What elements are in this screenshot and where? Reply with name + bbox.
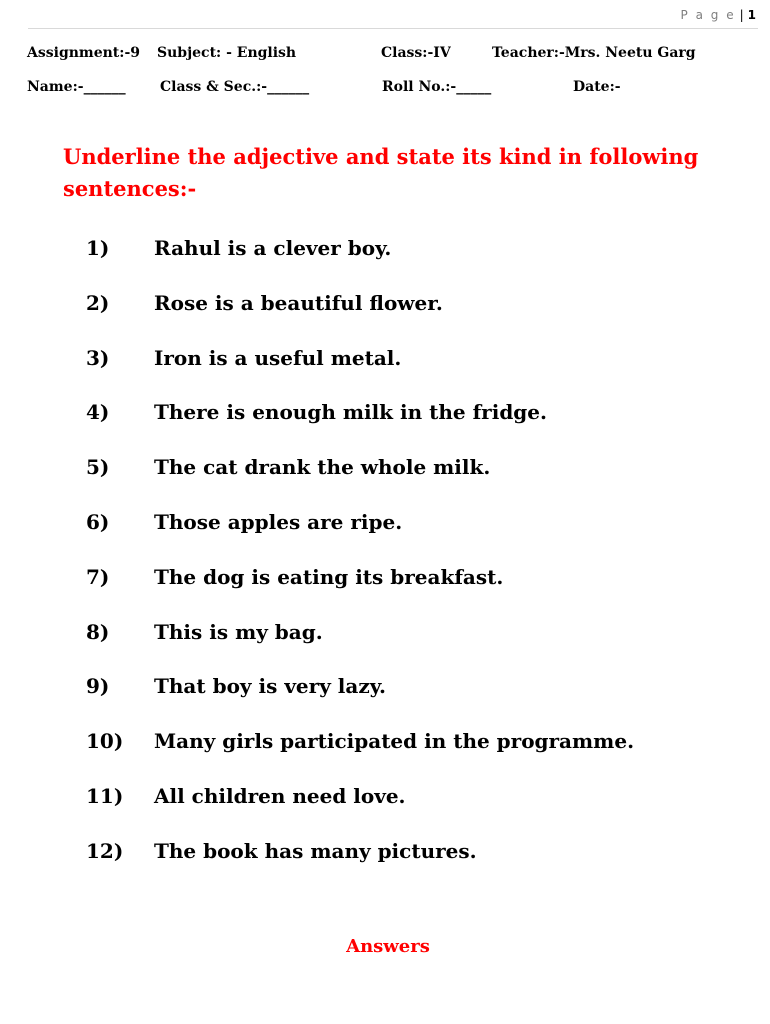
question-item [0, 291, 770, 346]
student-info-row [0, 79, 770, 99]
question-item [0, 839, 770, 894]
question-text: Many girls participated in the programme. [154, 729, 635, 754]
question-text: There is enough milk in the fridge. [154, 400, 547, 425]
question-item [0, 565, 770, 620]
page-number: 1 [747, 8, 756, 22]
question-text: Those apples are ripe. [154, 509, 403, 534]
question-number: 11) [86, 783, 124, 808]
question-number: 4) [86, 400, 110, 425]
answers-heading: Answers [346, 936, 430, 957]
name-field: Name:-______ [27, 79, 126, 95]
question-item [0, 510, 770, 565]
question-text: All children need love. [154, 783, 406, 808]
question-text: The dog is eating its breakfast. [154, 564, 504, 589]
question-number: 1) [86, 236, 110, 260]
question-number: 8) [86, 619, 110, 644]
assignment-info-row [0, 45, 770, 65]
page-separator: | [739, 8, 744, 22]
class-label: Class:-IV [381, 45, 451, 61]
question-item [0, 784, 770, 839]
question-number: 3) [86, 345, 110, 370]
question-text: Iron is a useful metal. [154, 345, 402, 370]
page-number-header [681, 8, 756, 22]
question-item [0, 674, 770, 729]
question-text: The cat drank the whole milk. [154, 455, 491, 480]
question-item [0, 455, 770, 510]
teacher-label: Teacher:-Mrs. Neetu Garg [492, 45, 696, 61]
subject-label: Subject: - English [157, 45, 297, 61]
assignment-number: Assignment:-9 [27, 45, 140, 61]
question-text: That boy is very lazy. [154, 674, 386, 699]
question-item [0, 236, 770, 291]
question-item [0, 620, 770, 675]
page-label: P a g e [680, 8, 736, 22]
header-divider [28, 28, 758, 29]
question-number: 9) [86, 674, 110, 699]
roll-number-field: Roll No.:-_____ [382, 79, 492, 95]
question-text: Rahul is a clever boy. [154, 236, 392, 260]
instruction-heading: Underline the adjective and state its kind in following sentences:- [63, 144, 699, 201]
question-number: 12) [86, 838, 124, 863]
question-text: This is my bag. [154, 619, 323, 644]
question-number: 2) [86, 290, 110, 315]
question-number: 5) [86, 455, 110, 480]
question-text: Rose is a beautiful flower. [154, 290, 443, 315]
question-number: 6) [86, 509, 110, 534]
question-item [0, 729, 770, 784]
question-number: 10) [86, 729, 124, 754]
question-text: The book has many pictures. [154, 838, 477, 863]
question-item [0, 346, 770, 401]
question-list [0, 236, 770, 894]
date-field: Date:- [573, 79, 621, 95]
class-section-field: Class & Sec.:-______ [160, 79, 310, 95]
question-number: 7) [86, 564, 110, 589]
question-item [0, 400, 770, 455]
